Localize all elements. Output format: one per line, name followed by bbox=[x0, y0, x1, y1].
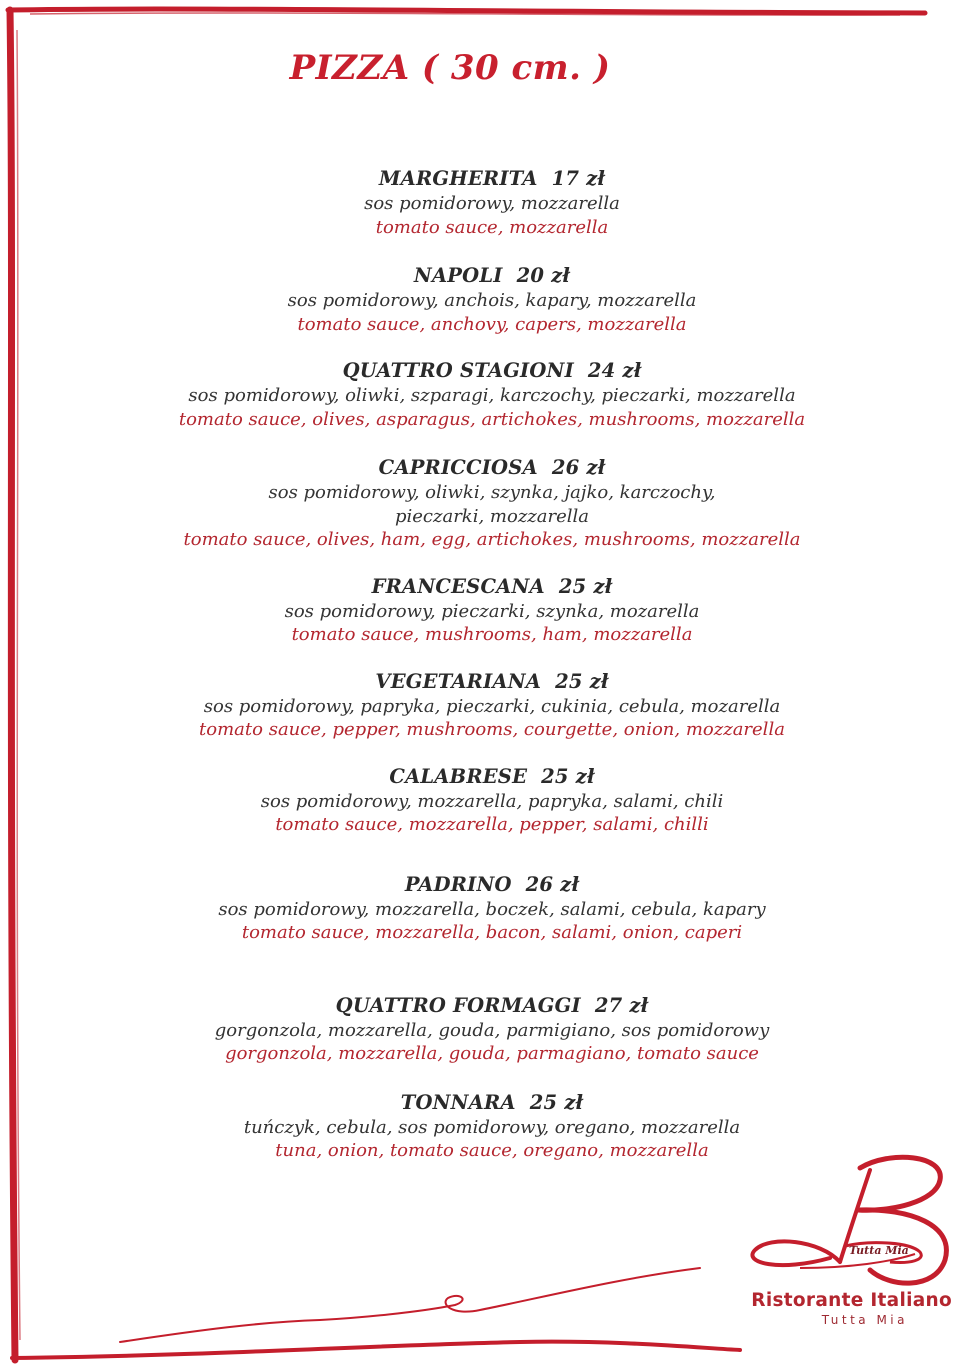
menu-item-francescana bbox=[0, 574, 960, 647]
item-ingredients-en: tuna, onion, tomato sauce, oregano, mozzarella bbox=[275, 1140, 709, 1161]
item-price: 17 zł bbox=[551, 167, 606, 190]
item-ingredients-en: tomato sauce, mozzarella, pepper, salami, chilli bbox=[275, 814, 709, 835]
menu-item-napoli bbox=[0, 263, 960, 336]
item-price: 25 zł bbox=[555, 669, 609, 693]
item-name: NAPOLI bbox=[413, 264, 503, 287]
logo-badge-text: Tutta Mia bbox=[849, 1244, 909, 1257]
item-ingredients-pl: tuńczyk, cebula, sos pomidorowy, oregano, mozzarella bbox=[243, 1116, 741, 1138]
menu-title: PIZZA ( 30 cm. ) bbox=[289, 48, 611, 88]
menu-item-capricciosa bbox=[0, 455, 960, 552]
item-ingredients-en: tomato sauce, olives, ham, egg, artichokes, mushrooms, mozzarella bbox=[183, 529, 801, 550]
item-ingredients-en: tomato sauce, mozzarella bbox=[375, 216, 609, 238]
item-name: FRANCESCANA bbox=[371, 574, 545, 598]
item-ingredients-en: gorgonzola, mozzarella, gouda, parmagiano, tomato sauce bbox=[225, 1043, 759, 1064]
menu-item-quattro-formaggi bbox=[0, 993, 960, 1066]
item-price: 27 zł bbox=[594, 993, 649, 1017]
item-ingredients-pl: sos pomidorowy, mozzarella, papryka, salami, chili bbox=[260, 790, 724, 812]
item-name: CAPRICCIOSA bbox=[378, 456, 538, 479]
item-ingredients-pl: sos pomidorowy, papryka, pieczarki, cukinia, cebula, mozarella bbox=[203, 695, 781, 717]
item-price: 26 zł bbox=[525, 872, 580, 896]
item-ingredients-pl-cont: pieczarki, mozzarella bbox=[394, 505, 590, 527]
item-ingredients-en: tomato sauce, pepper, mushrooms, courgette, onion, mozzarella bbox=[199, 719, 785, 740]
logo-title: Ristorante Italiano bbox=[751, 1290, 952, 1311]
item-name: PADRINO bbox=[404, 872, 512, 896]
item-name: MARGHERITA bbox=[378, 167, 538, 190]
item-price: 25 zł bbox=[541, 764, 595, 788]
item-price: 20 zł bbox=[516, 264, 571, 287]
item-ingredients-en: tomato sauce, olives, asparagus, artichokes, mushrooms, mozzarella bbox=[178, 408, 806, 430]
item-ingredients-en: tomato sauce, mozzarella, bacon, salami, onion, caperi bbox=[241, 922, 743, 943]
menu-item-quattro-stagioni bbox=[0, 358, 960, 431]
item-ingredients-en: tomato sauce, anchovy, capers, mozzarella bbox=[297, 313, 687, 335]
item-ingredients-pl: sos pomidorowy, oliwki, szparagi, karczochy, pieczarki, mozzarella bbox=[188, 385, 796, 406]
item-ingredients-pl: sos pomidorowy, pieczarki, szynka, mozarella bbox=[284, 600, 700, 622]
item-name: TONNARA bbox=[400, 1090, 516, 1114]
item-price: 26 zł bbox=[551, 456, 606, 479]
item-ingredients-pl: sos pomidorowy, oliwki, szynka, jajko, karczochy, bbox=[268, 482, 716, 503]
item-price: 24 zł bbox=[587, 359, 642, 382]
item-name: VEGETARIANA bbox=[375, 669, 542, 693]
item-price: 25 zł bbox=[529, 1090, 584, 1114]
item-price: 25 zł bbox=[558, 574, 613, 598]
item-ingredients-pl: sos pomidorowy, anchois, kapary, mozzarella bbox=[287, 290, 697, 311]
item-name: QUATTRO STAGIONI bbox=[342, 359, 574, 382]
pizza-list bbox=[0, 166, 960, 1163]
menu-item-calabrese bbox=[0, 764, 960, 837]
item-ingredients-pl: sos pomidorowy, mozzarella, boczek, salami, cebula, kapary bbox=[218, 898, 766, 920]
menu-item-vegetariana bbox=[0, 669, 960, 742]
menu-item-padrino bbox=[0, 872, 960, 945]
item-name: QUATTRO FORMAGGI bbox=[335, 993, 581, 1017]
item-ingredients-pl: gorgonzola, mozzarella, gouda, parmigiano, sos pomidorowy bbox=[214, 1019, 770, 1041]
logo-subtitle: Tutta Mia bbox=[821, 1313, 908, 1327]
item-name: CALABRESE bbox=[389, 764, 528, 788]
item-ingredients-pl: sos pomidorowy, mozzarella bbox=[364, 193, 620, 214]
item-ingredients-en: tomato sauce, mushrooms, ham, mozzarella bbox=[291, 624, 693, 645]
menu-item-margherita bbox=[0, 166, 960, 239]
